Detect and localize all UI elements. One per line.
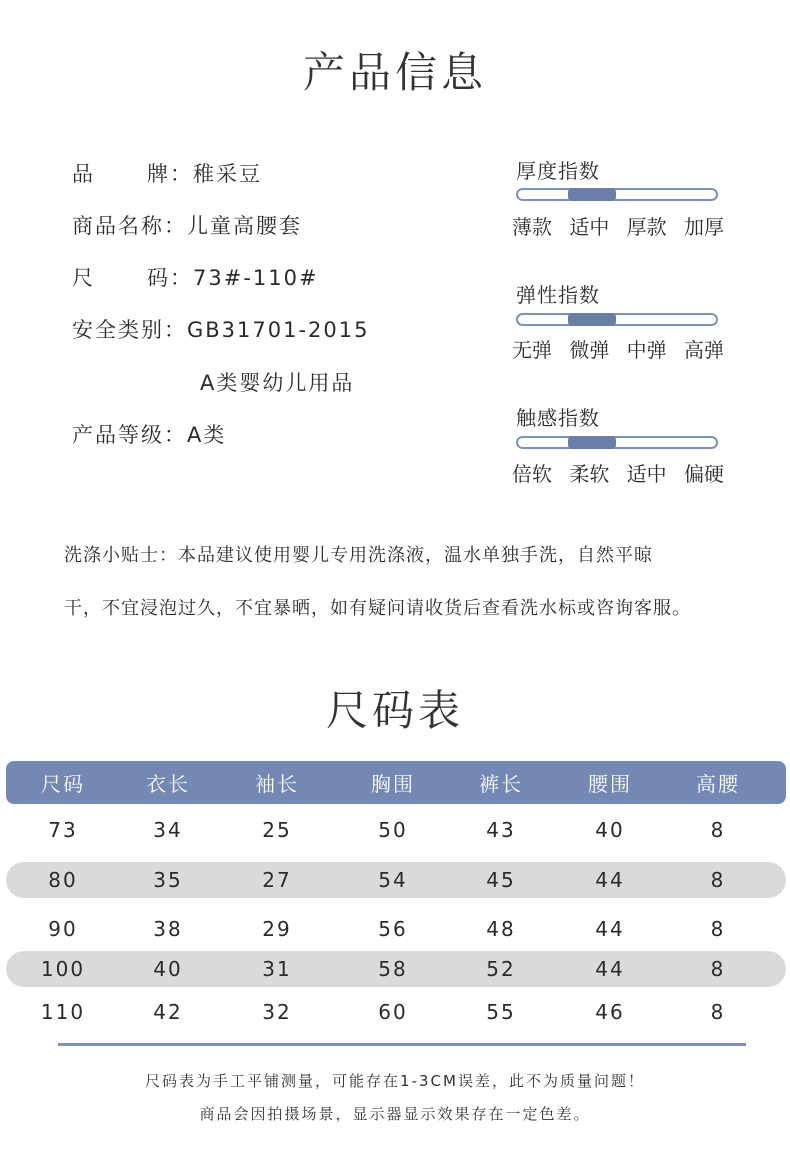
grade-value: A类 (187, 423, 227, 447)
size-label-char-2: 码 (147, 266, 170, 290)
table-cell: 8 (710, 917, 726, 941)
colon: ： (170, 162, 193, 186)
safety-sub: A类婴幼儿用品 (200, 371, 355, 395)
safety-value: GB31701-2015 (187, 318, 370, 342)
table-cell: 110 (40, 1000, 86, 1024)
grade-label: 产品等级 (72, 423, 164, 447)
table-cell: 50 (378, 818, 408, 842)
info-size (72, 262, 319, 292)
header-cell: 胸围 (371, 772, 415, 796)
table-cell: 54 (378, 868, 408, 892)
brand-label-char-1: 品 (72, 162, 95, 186)
colon: ： (164, 423, 187, 447)
table-cell: 56 (378, 917, 408, 941)
table-cell: 55 (486, 1000, 516, 1024)
table-cell: 29 (262, 917, 292, 941)
index-options (512, 211, 724, 240)
table-row (6, 812, 786, 848)
wash-tip-line-2: 干，不宜浸泡过久，不宜暴晒，如有疑问请收货后查看洗水标或咨询客服。 (64, 598, 691, 619)
table-cell: 25 (262, 818, 292, 842)
name-label: 商品名称 (72, 214, 164, 238)
index-bar (516, 188, 718, 201)
table-cell: 60 (378, 1000, 408, 1024)
table-cell: 45 (486, 868, 516, 892)
table-row (6, 951, 786, 987)
index-fill (568, 436, 616, 449)
option: 微弹 (569, 338, 610, 362)
size-chart-title: 尺码表 (325, 686, 464, 735)
table-row (6, 994, 786, 1030)
option: 适中 (569, 215, 610, 239)
info-name (72, 210, 302, 240)
table-cell: 80 (48, 868, 78, 892)
size-label-char-1: 尺 (72, 266, 95, 290)
option: 适中 (626, 462, 667, 486)
table-cell: 40 (153, 957, 183, 981)
colon: ： (164, 318, 187, 342)
table-row (6, 862, 786, 898)
table-cell: 8 (710, 818, 726, 842)
table-cell: 52 (486, 957, 516, 981)
option: 高弹 (683, 338, 724, 362)
option: 偏硬 (683, 462, 724, 486)
table-row (6, 911, 786, 947)
table-cell: 8 (710, 868, 726, 892)
colon: ： (170, 266, 193, 290)
size-table-header (6, 761, 786, 804)
table-cell: 32 (262, 1000, 292, 1024)
table-cell: 90 (48, 917, 78, 941)
table-cell: 34 (153, 818, 183, 842)
size-value: 73#-110# (193, 266, 319, 290)
table-cell: 43 (486, 818, 516, 842)
table-cell: 46 (595, 1000, 625, 1024)
table-cell: 48 (486, 917, 516, 941)
index-title: 厚度指数 (516, 159, 600, 183)
measurement-note: 尺码表为手工平铺测量，可能存在1-3CM误差，此不为质量问题！ (145, 1072, 645, 1090)
index-fill (568, 313, 616, 326)
info-brand (72, 158, 262, 188)
size-label (72, 262, 170, 292)
table-cell: 100 (40, 957, 86, 981)
header-cell: 高腰 (696, 772, 740, 796)
option: 加厚 (683, 215, 724, 239)
option: 柔软 (569, 462, 610, 486)
name-value: 儿童高腰套 (187, 214, 302, 238)
brand-value: 稚采豆 (193, 162, 262, 186)
header-cell: 腰围 (588, 772, 632, 796)
header-cell: 袖长 (255, 772, 299, 796)
header-cell: 衣长 (146, 772, 190, 796)
page-title: 产品信息 (302, 48, 487, 97)
colon: ： (164, 214, 187, 238)
table-cell: 8 (710, 1000, 726, 1024)
table-cell: 35 (153, 868, 183, 892)
option: 薄款 (512, 215, 552, 239)
table-cell: 58 (378, 957, 408, 981)
index-options (512, 458, 724, 487)
table-cell: 44 (595, 868, 625, 892)
table-cell: 38 (153, 917, 183, 941)
table-cell: 73 (48, 818, 78, 842)
table-cell: 27 (262, 868, 292, 892)
header-cell: 裤长 (479, 772, 523, 796)
table-cell: 40 (595, 818, 625, 842)
index-bar (516, 436, 718, 449)
table-cell: 8 (710, 957, 726, 981)
option: 无弹 (512, 338, 552, 362)
wash-tip-line-1: 洗涤小贴士：本品建议使用婴儿专用洗涤液，温水单独手洗，自然平晾 (64, 545, 653, 566)
table-cell: 31 (262, 957, 292, 981)
option: 中弹 (626, 338, 667, 362)
option: 倍软 (512, 462, 552, 486)
brand-label (72, 158, 170, 188)
index-fill (568, 188, 616, 201)
safety-label: 安全类别 (72, 318, 164, 342)
header-cell: 尺码 (41, 772, 85, 796)
table-cell: 44 (595, 957, 625, 981)
info-safety (72, 314, 370, 344)
option: 厚款 (626, 215, 667, 239)
index-title: 触感指数 (516, 406, 600, 430)
index-bar (516, 313, 718, 326)
table-cell: 42 (153, 1000, 183, 1024)
index-title: 弹性指数 (516, 283, 600, 307)
table-cell: 44 (595, 917, 625, 941)
divider (58, 1043, 746, 1046)
info-grade (72, 419, 226, 449)
brand-label-char-2: 牌 (147, 162, 170, 186)
color-note: 商品会因拍摄场景，显示器显示效果存在一定色差。 (199, 1105, 591, 1123)
index-options (512, 334, 724, 363)
